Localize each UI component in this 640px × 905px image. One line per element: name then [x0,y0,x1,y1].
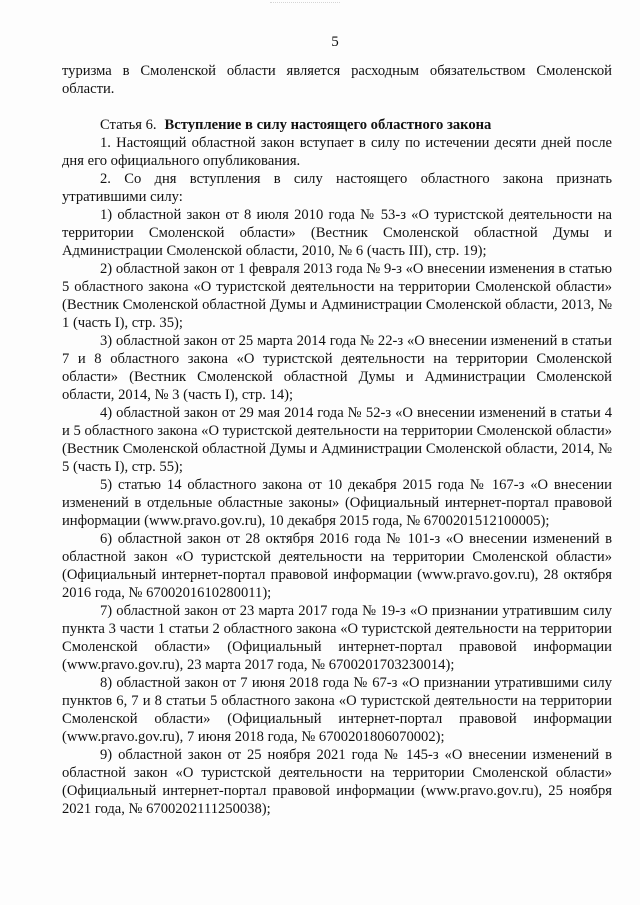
list-item-2: 2) областной закон от 1 февраля 2013 года № 9-з «О внесении изменения в статью 5 областного закона «О туристской деятельности на территории Смоленской области» (Вестник Смоленской областной Думы и Администрации Смоленской области, 2013, № 1 (часть I), стр. 35); [62,261,612,331]
paragraph-continuation: туризма в Смоленской области является расходным обязательством Смоленской области. [62,63,612,97]
article-label: Статья 6. [100,117,157,133]
list-item-4: 4) областной закон от 29 мая 2014 года № 52-з «О внесении изменений в статьи 4 и 5 областного закона «О туристской деятельности на территории Смоленской области» (Вестник Смоленской областной Думы и Администрации Смоленской области, 2014, № 5 (часть I), стр. 55); [62,405,612,475]
list-item-8: 8) областной закон от 7 июня 2018 года № 67-з «О признании утратившими силу пунктов 6, 7 и 8 статьи 5 областного закона «О туристской деятельности на территории Смоленской области» (Официальный интернет-портал правовой информации (www.pravo.gov.ru), 7 июня 2018 года, № 6700201806070002); [62,675,612,745]
list-item-9: 9) областной закон от 25 ноября 2021 года № 145-з «О внесении изменений в областной закон «О туристской деятельности на территории Смоленской области» (Официальный интернет-портал правовой информации (www.pravo.gov.ru), 25 ноября 2021 года, № 6700202111250038); [62,747,612,817]
article-heading [62,116,612,134]
list-item-7: 7) областной закон от 23 марта 2017 года № 19-з «О признании утратившим силу пункта 3 части 1 статьи 2 областного закона «О туристской деятельности на территории Смоленской области» (Официальный интернет-портал правовой информации (www.pravo.gov.ru), 23 марта 2017 года, № 6700201703230014); [62,603,612,673]
paragraph-1: 1. Настоящий областной закон вступает в силу по истечении десяти дней после дня его официального опубликования. [62,135,612,169]
list-item-3: 3) областной закон от 25 марта 2014 года № 22-з «О внесении изменений в статьи 7 и 8 областного закона «О туристской деятельности на территории Смоленской области» (Вестник Смоленской областной Думы и Администрации Смоленской области, 2014, № 3 (часть I), стр. 14); [62,333,612,403]
list-item-5: 5) статью 14 областного закона от 10 декабря 2015 года № 167-з «О внесении изменений в отдельные областные законы» (Официальный интернет-портал правовой информации (www.pravo.gov.ru), 10 декабря 2015 года, № 6700201512100005); [62,477,612,529]
list-item-6: 6) областной закон от 28 октября 2016 года № 101-з «О внесении изменений в областной закон «О туристской деятельности на территории Смоленской области» (Официальный интернет-портал правовой информации (www.pravo.gov.ru), 28 октября 2016 года, № 6700201610280011); [62,531,612,601]
article-title: Вступление в силу настоящего областного закона [164,117,492,133]
scan-artifact [270,2,340,9]
paragraph-2: 2. Со дня вступления в силу настоящего областного закона признать утратившими силу: [62,171,612,205]
list-item-1: 1) областной закон от 8 июля 2010 года № 53-з «О туристской деятельности на территории Смоленской области» (Вестник Смоленской областной Думы и Администрации Смоленской области, 2010, № 6 (часть III), стр. 19); [62,207,612,259]
page-number: 5 [331,34,339,50]
spacer [62,98,612,116]
document-body [62,62,612,818]
